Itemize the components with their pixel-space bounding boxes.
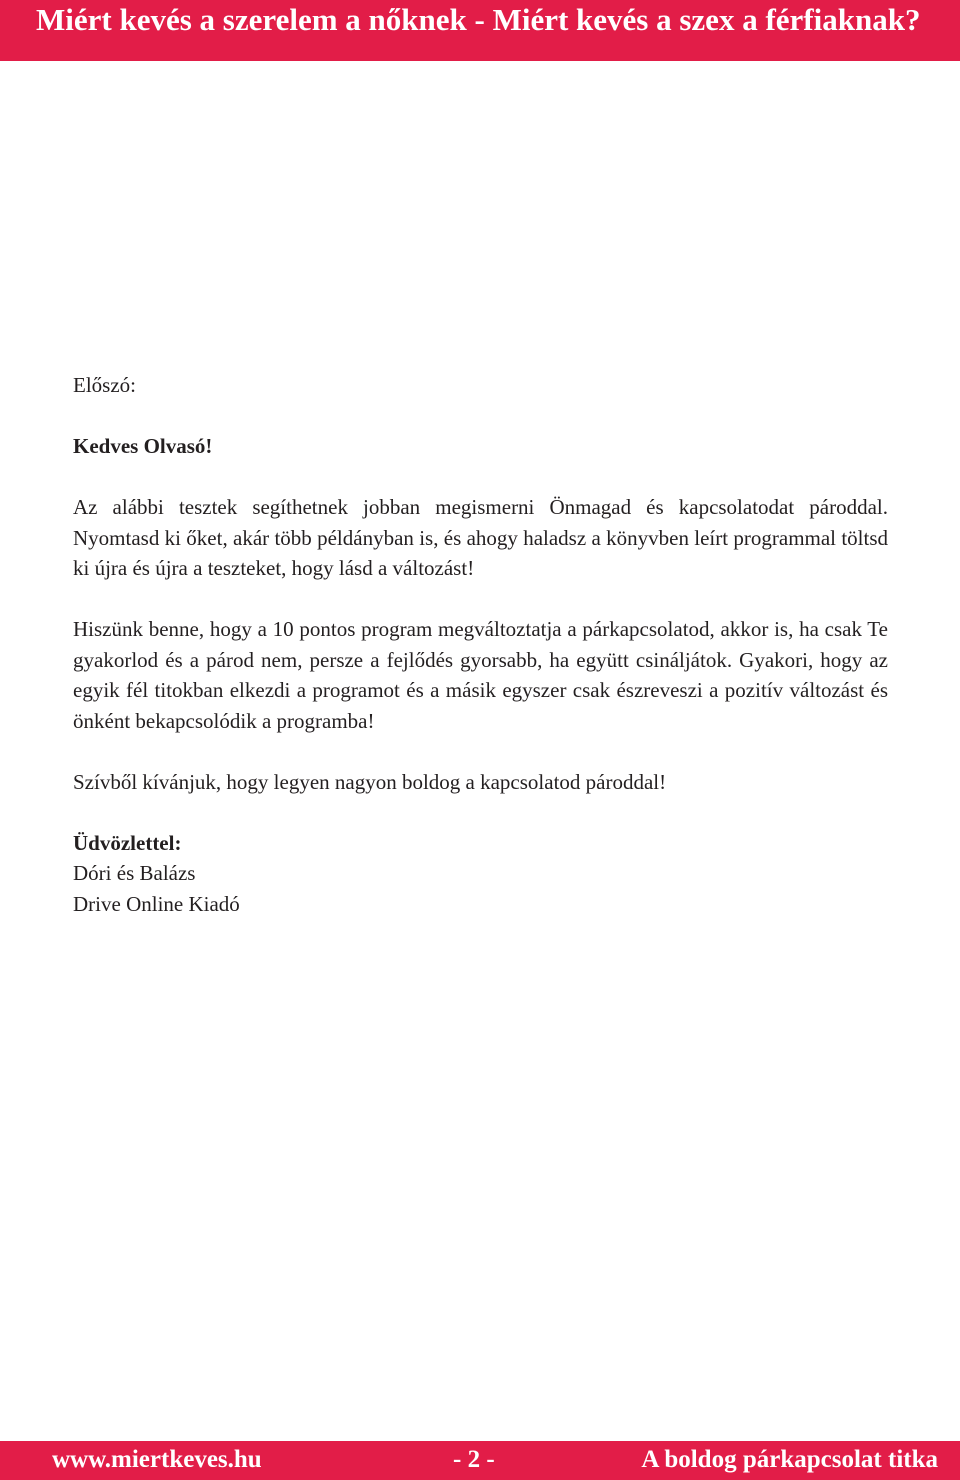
paragraph-program: Hiszünk benne, hogy a 10 pontos program megváltoztatja a párkapcsolatod, akkor is, ha csak Te gyakorlod és a párod nem, persze a fejlődés gyorsabb, ha együtt csináljátok. Gyakori, hogy az egyik fél titokban elkezdi a programot és a másik egyszer csak észreveszi a pozitív változást és önként bekapcsolódik a programba! bbox=[73, 617, 888, 733]
closing: Üdvözlettel: bbox=[73, 830, 182, 855]
footer-book-title: A boldog párkapcsolat titka bbox=[641, 1446, 938, 1473]
greeting: Kedves Olvasó! bbox=[73, 434, 213, 458]
page-header-title: Miért kevés a szerelem a nőknek - Miért kevés a szex a férfiaknak? bbox=[36, 2, 921, 37]
spacer bbox=[73, 584, 888, 615]
spacer bbox=[73, 797, 888, 828]
signature-names: Dóri és Balázs bbox=[73, 861, 196, 885]
spacer bbox=[73, 401, 888, 432]
paragraph-wish: Szívből kívánjuk, hogy legyen nagyon boldog a kapcsolatod pároddal! bbox=[73, 769, 667, 794]
signature-publisher: Drive Online Kiadó bbox=[73, 891, 240, 916]
paragraph-tests: Az alábbi tesztek segíthetnek jobban megismerni Önmagad és kapcsolatodat pároddal. Nyomtasd ki őket, akár több példányban is, és ahogy haladsz a könyvben leírt programmal töltsd ki újra és újra a teszteket, hogy lásd a változást! bbox=[73, 495, 888, 580]
footer-page-number: - 2 - bbox=[453, 1446, 495, 1473]
preface-content bbox=[73, 370, 888, 919]
spacer bbox=[73, 462, 888, 493]
spacer bbox=[73, 736, 888, 767]
footer-website-link[interactable]: www.miertkeves.hu bbox=[52, 1446, 262, 1473]
preface-label: Előszó: bbox=[73, 373, 136, 397]
